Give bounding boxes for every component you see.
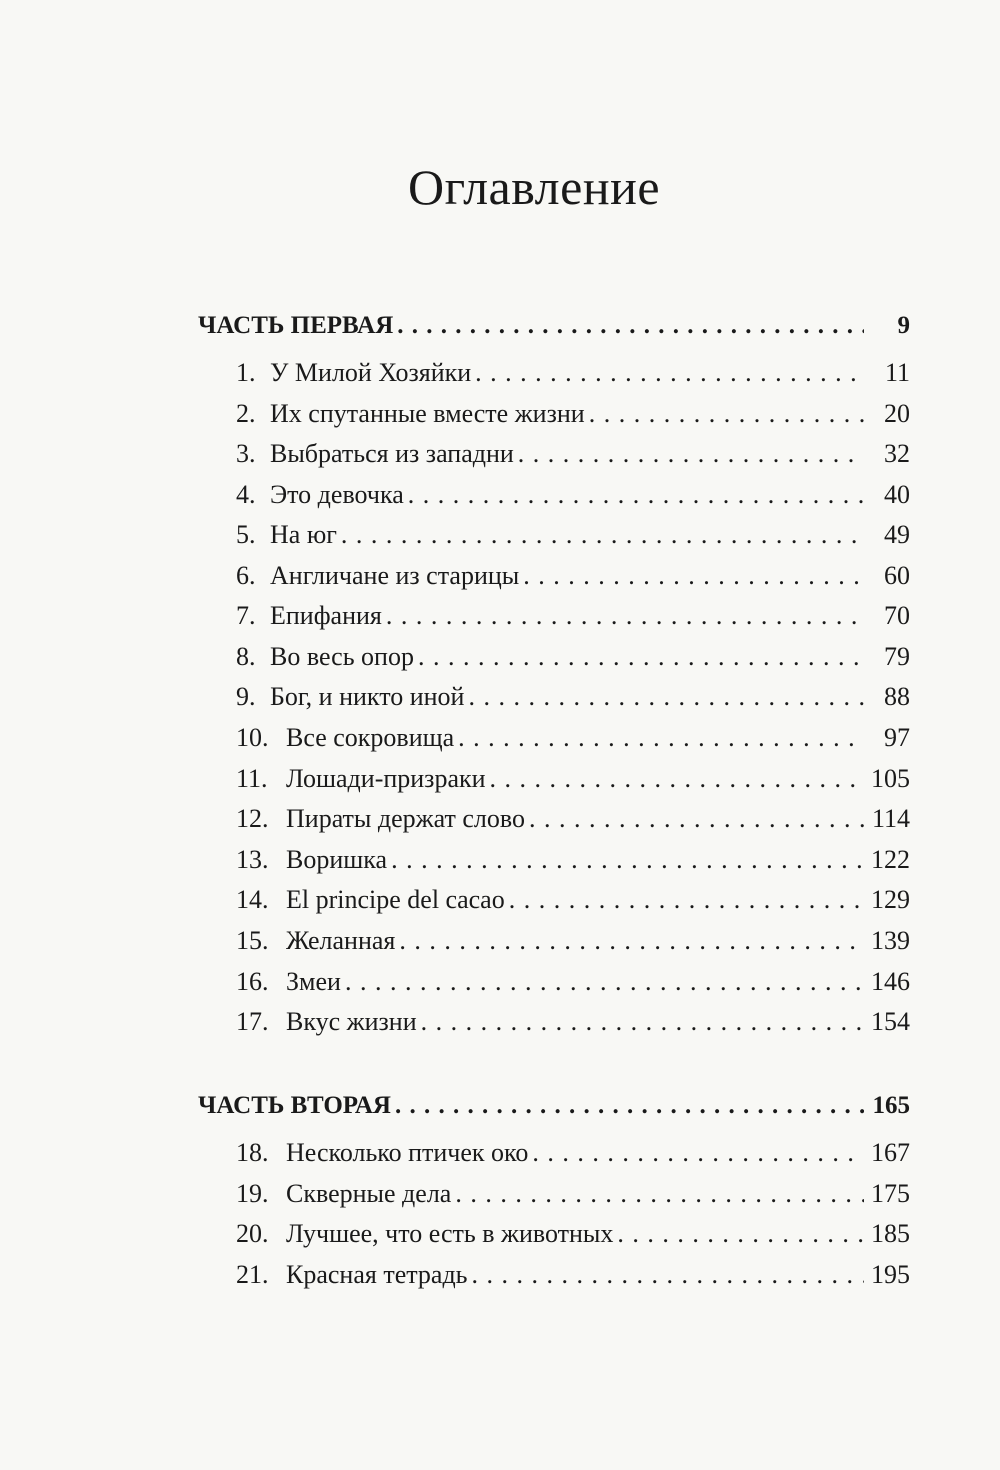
chapter-title: Лучшее, что есть в животных (286, 1219, 614, 1248)
chapter-number: 4. (236, 480, 256, 509)
toc-entry[interactable] (198, 802, 910, 836)
dot-leader (589, 397, 864, 431)
chapter-title: El principe del cacao (286, 885, 505, 914)
page-number: 146 (871, 967, 910, 996)
page-number: 70 (884, 601, 910, 630)
page-number: 97 (884, 723, 910, 752)
toc-entry[interactable] (198, 680, 910, 714)
toc-entry[interactable] (198, 640, 910, 674)
toc-part-2[interactable] (198, 1089, 910, 1123)
chapter-title: Выбраться из западни (270, 439, 514, 468)
page-number: 139 (871, 926, 910, 955)
chapter-title: Англичане из старицы (270, 561, 520, 590)
dot-leader (345, 965, 864, 999)
page-number: 32 (884, 439, 910, 468)
toc-entry[interactable] (198, 559, 910, 593)
chapter-number: 14. (236, 885, 269, 914)
chapter-title: Воришка (286, 845, 388, 874)
page-number: 88 (884, 682, 910, 711)
dot-leader (408, 478, 864, 512)
toc-entry[interactable] (198, 762, 910, 796)
chapter-title: На юг (270, 520, 337, 549)
chapter-number: 11. (236, 764, 268, 793)
page-number: 195 (871, 1260, 910, 1289)
toc-entry[interactable] (198, 397, 910, 431)
dot-leader (455, 1177, 864, 1211)
chapter-number: 2. (236, 399, 256, 428)
toc-entry[interactable] (198, 478, 910, 512)
page-number: 154 (871, 1007, 910, 1036)
page-number: 185 (871, 1219, 910, 1248)
chapter-title: Их спутанные вместе жизни (270, 399, 585, 428)
toc-entry[interactable] (198, 965, 910, 999)
chapter-number: 5. (236, 520, 256, 549)
toc-entry[interactable] (198, 843, 910, 877)
page-number: 60 (884, 561, 910, 590)
toc-entry[interactable] (198, 518, 910, 552)
dot-leader (490, 762, 864, 796)
dot-leader (458, 721, 864, 755)
chapter-number: 18. (236, 1138, 269, 1167)
chapter-title: Лошади-призраки (286, 764, 486, 793)
toc-entry[interactable] (198, 721, 910, 755)
dot-leader (475, 356, 864, 390)
page-number: 122 (871, 845, 910, 874)
page-number: 114 (871, 804, 910, 833)
toc-entry[interactable] (198, 1136, 910, 1170)
chapter-number: 15. (236, 926, 269, 955)
chapter-title: Несколько птичек око (286, 1138, 529, 1167)
page-number: 79 (884, 642, 910, 671)
page-number: 9 (897, 312, 910, 339)
chapter-number: 6. (236, 561, 256, 590)
dot-leader (421, 1005, 864, 1039)
chapter-number: 3. (236, 439, 256, 468)
dot-leader (509, 883, 864, 917)
chapter-title: Красная тетрадь (286, 1260, 468, 1289)
dot-leader (399, 924, 864, 958)
dot-leader (341, 518, 864, 552)
part-label: ЧАСТЬ ВТОРАЯ (198, 1092, 391, 1119)
toc-entry[interactable] (198, 1005, 910, 1039)
dot-leader (472, 1258, 864, 1292)
dot-leader (468, 680, 864, 714)
chapter-title: У Милой Хозяйки (270, 358, 472, 387)
chapter-title: Бог, и никто иной (270, 682, 465, 711)
page-number: 167 (871, 1138, 910, 1167)
chapter-number: 8. (236, 642, 256, 671)
page-number: 129 (871, 885, 910, 914)
page-number: 105 (871, 764, 910, 793)
dot-leader (386, 599, 864, 633)
toc-entry[interactable] (198, 1177, 910, 1211)
chapter-title: Желанная (286, 926, 396, 955)
chapter-number: 16. (236, 967, 269, 996)
chapter-number: 13. (236, 845, 269, 874)
chapter-title: Это девочка (270, 480, 404, 509)
dot-leader (395, 1089, 864, 1123)
chapter-number: 10. (236, 723, 269, 752)
chapter-number: 19. (236, 1179, 269, 1208)
dot-leader (532, 1136, 864, 1170)
toc-entry[interactable] (198, 1217, 910, 1251)
chapter-number: 1. (236, 358, 256, 387)
page-number: 175 (871, 1179, 910, 1208)
dot-leader (523, 559, 864, 593)
chapter-number: 17. (236, 1007, 269, 1036)
toc-entry[interactable] (198, 356, 910, 390)
chapter-title: Пираты держат слово (286, 804, 525, 833)
chapter-title: Во весь опор (270, 642, 414, 671)
toc-entry[interactable] (198, 883, 910, 917)
part-label: ЧАСТЬ ПЕРВАЯ (198, 312, 394, 339)
chapter-title: Вкус жизни (286, 1007, 417, 1036)
toc-entry[interactable] (198, 1258, 910, 1292)
chapter-number: 21. (236, 1260, 269, 1289)
dot-leader (529, 802, 864, 836)
chapter-title: Змеи (286, 967, 341, 996)
page-number: 165 (872, 1092, 910, 1119)
page-number: 20 (884, 399, 910, 428)
page-number: 11 (884, 358, 910, 387)
page-number: 40 (884, 480, 910, 509)
dot-leader (518, 437, 864, 471)
chapter-title: Все сокровища (286, 723, 455, 752)
page-title: Оглавление (408, 159, 661, 215)
dot-leader (391, 843, 864, 877)
chapter-number: 20. (236, 1219, 269, 1248)
chapter-title: Скверные дела (286, 1179, 452, 1208)
chapter-number: 7. (236, 601, 256, 630)
chapter-title: Епифания (270, 601, 382, 630)
chapter-number: 12. (236, 804, 269, 833)
dot-leader (617, 1217, 864, 1251)
toc-entry[interactable] (198, 924, 910, 958)
dot-leader (397, 309, 864, 343)
dot-leader (418, 640, 864, 674)
page-number: 49 (884, 520, 910, 549)
toc-entry[interactable] (198, 599, 910, 633)
toc-part-1[interactable] (198, 309, 910, 343)
toc-entry[interactable] (198, 437, 910, 471)
chapter-number: 9. (236, 682, 256, 711)
